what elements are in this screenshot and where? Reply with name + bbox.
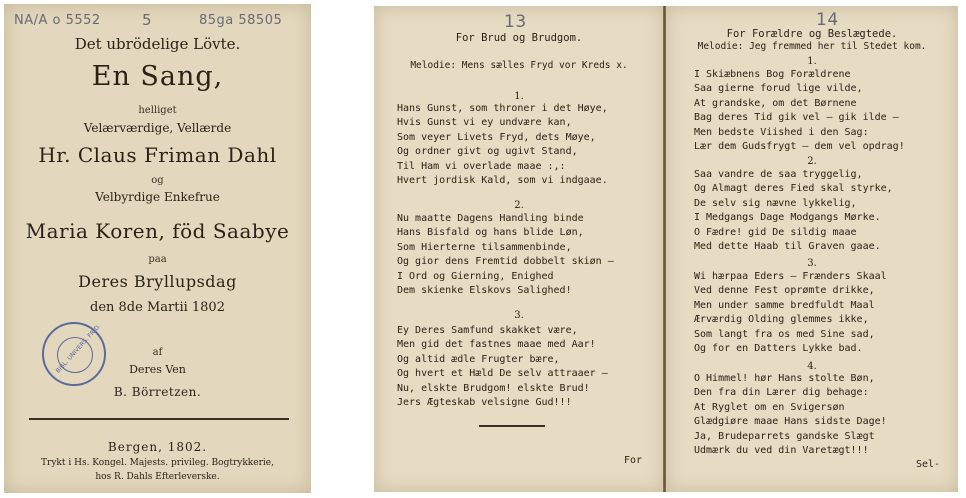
author-preposition: af xyxy=(152,347,163,358)
catchword: For xyxy=(624,455,643,466)
verse-line: Udmærk du ved din Varetægt!!! xyxy=(694,445,869,457)
handwritten-call-number: NA/A o 5552 xyxy=(14,13,101,28)
verse-line: Jers Ægteskab velsigne Gud!!! xyxy=(397,397,572,409)
title-page xyxy=(4,4,311,493)
occasion: Deres Bryllupsdag xyxy=(78,272,237,291)
stanza-number: 4. xyxy=(807,361,817,372)
dedication-word: helliget xyxy=(138,105,177,116)
verse-line: Og Almagt deres Fied skal styrke, xyxy=(694,183,893,195)
verse-line: Og gior dens Fremtid dobbelt skiøn — xyxy=(397,256,614,268)
page-number: 14 xyxy=(816,10,839,30)
stanza-number: 2. xyxy=(514,200,524,211)
poem-title: For Forældre og Beslægtede. xyxy=(726,28,898,40)
verse-line: Ærværdig Olding glemmes ikke, xyxy=(694,314,869,326)
verse-line: Nu, elskte Brudgom! elskte Brud! xyxy=(397,382,590,394)
stanza-1 xyxy=(694,68,905,154)
verse-line: Bag deres Tid gik vel — gik ilde — xyxy=(694,112,899,124)
verse-line: Med dette Haab til Graven gaae. xyxy=(694,241,881,253)
handwritten-shelf-number: 85ga 58505 xyxy=(199,13,283,28)
verse-line: At grandske, om det Børnene xyxy=(694,97,857,109)
stanza-number: 1. xyxy=(514,91,524,102)
stanza-2 xyxy=(694,168,893,254)
verse-line: Ja, Brudeparrets gandske Slægt xyxy=(694,430,875,442)
catchword: Sel- xyxy=(916,459,941,470)
imprint-printer-name: hos R. Dahls Efterleverske. xyxy=(95,472,220,482)
verse-line: Hans Gunst, som throner i det Høye, xyxy=(397,103,608,114)
author-name: B. Börretzen. xyxy=(113,385,202,399)
stanza-number: 3. xyxy=(514,310,524,321)
verse-line: Og hvert et Hæld De selv attraaer — xyxy=(397,368,608,380)
library-stamp: BIBL. UNIVERS. FRID. xyxy=(42,322,106,386)
wedding-date: den 8de Martii 1802 xyxy=(90,300,225,315)
verse-line: Men under samme bredfuldt Maal xyxy=(694,299,875,311)
stanza-3 xyxy=(694,270,887,356)
verse-line: Saa gierne forud lige vilde, xyxy=(694,83,863,95)
verse-line: Hvis Gunst vi ey undvære kan, xyxy=(397,117,572,129)
conjunction: og xyxy=(151,175,164,186)
verse-line: Glædgiøre maae Hans sidste Dage! xyxy=(694,416,887,428)
verse-line: Som langt fra os med Sine sad, xyxy=(694,328,875,340)
verse-line: Lær dem Gudsfrygt — dem vel opdrag! xyxy=(694,141,905,153)
stanza-number: 3. xyxy=(807,258,817,269)
verse-line: I Medgangs Dage Modgangs Mørke. xyxy=(694,212,881,224)
verse-line: Wi hærpaa Eders — Frænders Skaal xyxy=(694,271,887,282)
stanza-4 xyxy=(694,372,887,458)
page-13 xyxy=(374,6,664,492)
verse-line: Som veyer Livets Fryd, dets Møye, xyxy=(397,131,596,143)
verse-line: Hvert jordisk Kald, som vi indgaae. xyxy=(397,175,608,187)
groom-name: Hr. Claus Friman Dahl xyxy=(38,143,277,167)
title-main: En Sang, xyxy=(91,61,224,92)
verse-line: I Skiæbnens Bog Forældrene xyxy=(694,69,851,80)
verse-line: O Fædre! gid De sildig maae xyxy=(694,226,857,238)
bride-name: Maria Koren, föd Saabye xyxy=(25,219,290,243)
verse-line: Nu maatte Dagens Handling binde xyxy=(397,213,584,224)
verse-line: I Ord og Gierning, Enighed xyxy=(397,270,554,282)
groom-honorific: Velærværdige, Vellærde xyxy=(83,121,232,135)
bride-honorific: Velbyrdige Enkefrue xyxy=(95,190,220,204)
handwritten-mark: 5 xyxy=(142,11,153,29)
verse-line: O Himmel! hør Hans stolte Bøn, xyxy=(694,373,875,384)
verse-line: Men bedste Viished i den Sag: xyxy=(694,126,869,138)
melody-line: Melodie: Jeg fremmed her til Stedet kom. xyxy=(697,41,927,52)
verse-line: De selv sig nævne lykkelig, xyxy=(694,197,857,209)
verse-line: Den fra din Lærer dig behage: xyxy=(694,387,869,399)
stanza-number: 1. xyxy=(807,56,817,67)
preposition: paa xyxy=(148,254,167,265)
title-motto: Det ubrödelige Lövte. xyxy=(74,35,241,53)
verse-line: Men gid det fastnes maae med Aar! xyxy=(397,339,596,351)
verse-line: Som Hierterne tilsammenbinde, xyxy=(397,241,572,253)
verse-line: Hans Bisfald og hans blide Løn, xyxy=(397,227,584,239)
page-number: 13 xyxy=(504,12,527,32)
melody-line: Melodie: Mens sælles Fryd vor Kreds x. xyxy=(410,60,628,71)
verse-line: Ved denne Fest oprømte drikke, xyxy=(694,285,875,297)
stanza-1 xyxy=(397,102,608,188)
author-relation: Deres Ven xyxy=(129,363,186,376)
stanza-number: 2. xyxy=(807,156,817,167)
verse-line: Dem skienke Elskovs Salighed! xyxy=(397,285,572,297)
verse-line: Saa vandre de saa tryggelig, xyxy=(694,169,863,180)
imprint-printer: Trykt i Hs. Kongel. Majests. privileg. Bogtrykkerie, xyxy=(41,458,274,468)
verse-line: Ey Deres Samfund skakket være, xyxy=(397,325,578,336)
verse-line: Og for en Datters Lykke bad. xyxy=(694,343,863,355)
verse-line: Og ordner givt og ugivt Stand, xyxy=(397,146,578,158)
stanza-2 xyxy=(397,212,614,298)
end-rule xyxy=(479,425,545,427)
imprint-place-year: Bergen, 1802. xyxy=(107,440,208,454)
verse-line: Og altid ædle Frugter bære, xyxy=(397,353,560,365)
imprint-rule xyxy=(29,418,289,420)
verse-line: At Ryglet om en Svigersøn xyxy=(694,401,845,413)
verse-line: Til Ham vi overlade maae :,: xyxy=(397,160,566,172)
stanza-3 xyxy=(397,324,608,410)
poem-title: For Brud og Brudgom. xyxy=(455,32,583,44)
page-14 xyxy=(666,6,958,492)
